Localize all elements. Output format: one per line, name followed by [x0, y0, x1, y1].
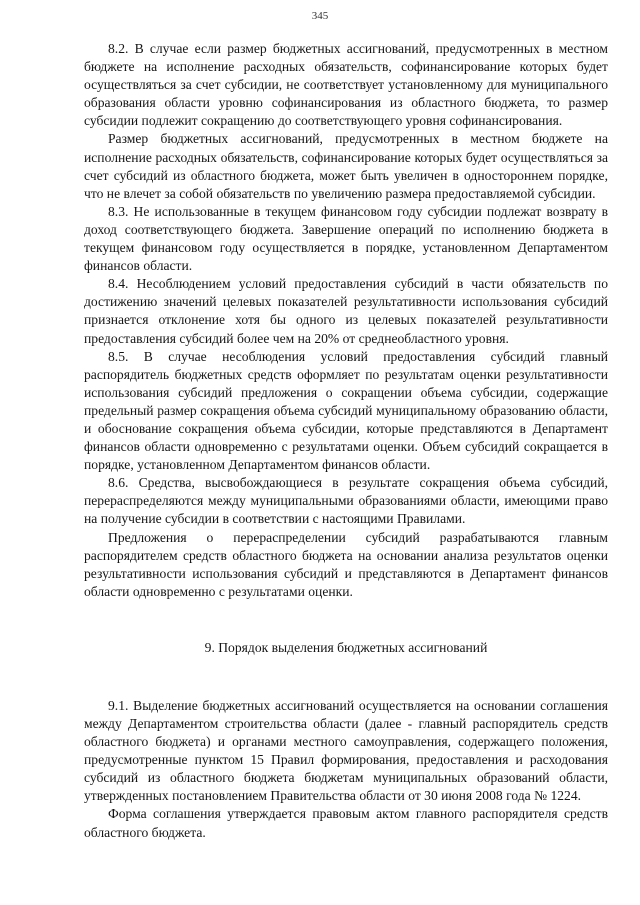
paragraph-agreement-form: Форма соглашения утверждается правовым актом главного распорядителя средств областного бюджета. — [84, 806, 608, 840]
paragraph-8-5: 8.5. В случае несоблюдения условий предоставления субсидий главный распорядитель бюджетных средств оформляет по результатам оценки результативности использования субсидий предложения о сокращении объема субсидии, содержащие предельный размер сокращения объема субсидий муниципальному образованию области, и обоснование сокращения объема субсидии, которые представляются в Департамент финансов области одновременно с результатами оценки. Объем субсидий сокращается в порядке, установленном Департаментом финансов области. — [84, 348, 608, 473]
document-body — [84, 40, 608, 842]
paragraph-8-3: 8.3. Не использованные в текущем финансовом году субсидии подлежат возврату в доход соответствующего бюджета. Завершение операций по исполнению бюджета в текущем финансовом году осуществляется в порядке, установленном Департаментом финансов области. — [84, 203, 608, 274]
section-heading: 9. Порядок выделения бюджетных ассигнований — [204, 639, 488, 655]
page-number: 345 — [311, 10, 329, 22]
paragraph-redistribution: Предложения о перераспределении субсидий разрабатываются главным распорядителем средств областного бюджета на основании анализа результатов оценки результативности использования субсидий и представляются в Департамент финансов области одновременно с результатами оценки. — [84, 529, 608, 599]
paragraph-9-1: 9.1. Выделение бюджетных ассигнований осуществляется на основании соглашения между Департаментом строительства области (далее - главный распорядитель средств областного бюджета) и органами местного самоуправления, содержащего положения, предусмотренные пунктом 15 Правил формирования, предоставления и расходования субсидий из областного бюджета бюджетам муниципальных образований области, утвержденных постановлением Правительства области от 30 июня 2008 года № 1224. — [84, 697, 608, 804]
paragraph-8-2: 8.2. В случае если размер бюджетных ассигнований, предусмотренных в местном бюджете на исполнение расходных обязательств, софинансирование которых будет осуществляться за счет субсидии, не соответствует установленному для муниципального образования области уровню софинансирования из областного бюджета, то размер субсидии подлежит сокращению до соответствующего уровня софинансирования. — [84, 41, 608, 129]
paragraph-budget-size: Размер бюджетных ассигнований, предусмотренных в местном бюджете на исполнение расходных обязательств, софинансирование которых будет осуществляться за счет субсидий из областного бюджета, может быть увеличен в одностороннем порядке, что не влечет за собой обязательств по увеличению размера предоставляемой субсидии. — [84, 131, 608, 201]
paragraph-8-6: 8.6. Средства, высвобождающиеся в результате сокращения объема субсидий, перераспределяются между муниципальными образованиями области, имеющими право на получение субсидии в соответствии с настоящими Правилами. — [84, 475, 608, 527]
paragraph-8-4: 8.4. Несоблюдением условий предоставления субсидий в части обязательств по достижению значений целевых показателей результативности использования субсидий признается отклонение хотя бы одного из целевых показателей результативности предоставления субсидий более чем на 20% от среднеобластного уровня. — [84, 276, 608, 346]
